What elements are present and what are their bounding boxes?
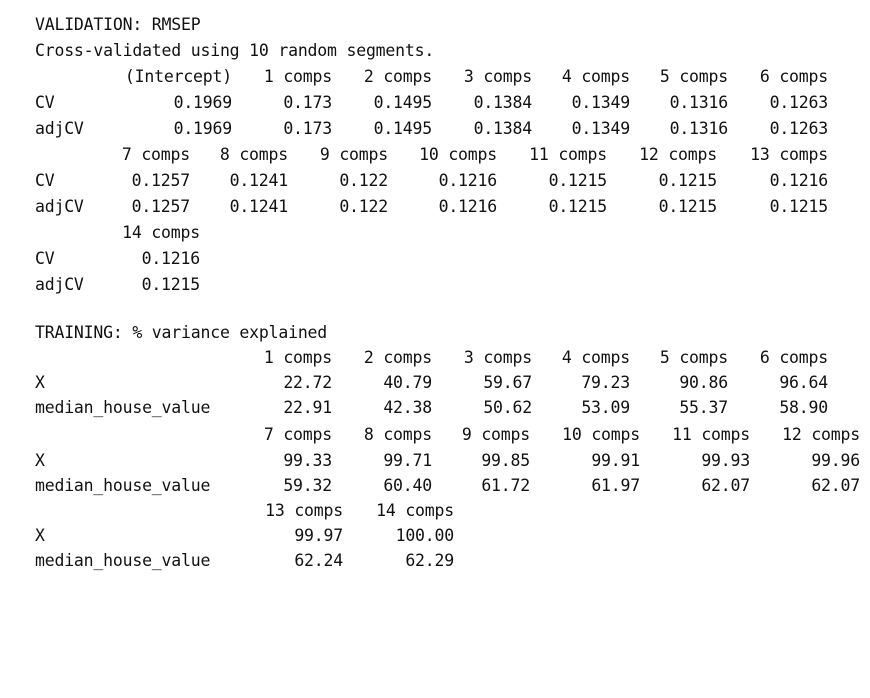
column-header: 14 comps	[376, 501, 454, 520]
cell-value: 90.86	[679, 373, 728, 392]
table-row	[0, 523, 454, 548]
cell-value: 22.91	[283, 398, 332, 417]
validation-header	[0, 12, 201, 37]
cell-value: 0.1349	[571, 93, 630, 112]
validation-subtitle: Cross-validated using 10 random segments.	[35, 41, 435, 60]
cell-value: 0.1216	[438, 197, 497, 216]
column-header: 13 comps	[750, 145, 828, 164]
column-header: 4 comps	[561, 348, 630, 367]
training-block-header	[0, 498, 454, 523]
cell-value: 100.00	[395, 526, 454, 545]
column-header: 1 comps	[263, 67, 332, 86]
column-header: 13 comps	[265, 501, 343, 520]
column-header: 11 comps	[672, 425, 750, 444]
table-row	[0, 473, 860, 498]
column-header: 8 comps	[363, 425, 432, 444]
cell-value: 0.1241	[229, 197, 288, 216]
cell-value: 0.1316	[669, 93, 728, 112]
cell-value: 99.91	[591, 451, 640, 470]
cell-value: 96.64	[779, 373, 828, 392]
cell-value: 0.1263	[769, 119, 828, 138]
column-header: 2 comps	[363, 67, 432, 86]
cell-value: 0.1495	[373, 93, 432, 112]
table-row	[0, 370, 828, 395]
cell-value: 0.1316	[669, 119, 728, 138]
cell-value: 40.79	[383, 373, 432, 392]
cell-value: 0.1216	[141, 249, 200, 268]
cell-value: 0.1257	[131, 171, 190, 190]
cell-value: 79.23	[581, 373, 630, 392]
column-header: 10 comps	[562, 425, 640, 444]
column-header: 2 comps	[363, 348, 432, 367]
row-label: X	[35, 451, 45, 470]
cell-value: 61.97	[591, 476, 640, 495]
row-label: CV	[35, 249, 55, 268]
row-label: adjCV	[35, 275, 84, 294]
cell-value: 0.1969	[173, 119, 232, 138]
column-header: 3 comps	[463, 67, 532, 86]
row-label: median_house_value	[35, 476, 211, 495]
column-header: 7 comps	[121, 145, 190, 164]
cell-value: 0.1215	[548, 171, 607, 190]
table-row	[0, 246, 200, 271]
cell-value: 99.93	[701, 451, 750, 470]
column-header: 5 comps	[659, 67, 728, 86]
column-header: 6 comps	[759, 67, 828, 86]
training-block-header	[0, 422, 860, 447]
row-label: X	[35, 526, 45, 545]
cell-value: 99.97	[294, 526, 343, 545]
cell-value: 62.24	[294, 551, 343, 570]
cell-value: 0.1384	[473, 93, 532, 112]
cell-value: 0.1495	[373, 119, 432, 138]
cell-value: 59.32	[283, 476, 332, 495]
cell-value: 0.173	[283, 119, 332, 138]
validation-block-header	[0, 142, 828, 167]
cell-value: 0.1215	[769, 197, 828, 216]
cell-value: 50.62	[483, 398, 532, 417]
column-header: 10 comps	[419, 145, 497, 164]
cell-value: 0.122	[339, 197, 388, 216]
column-header: 8 comps	[219, 145, 288, 164]
cell-value: 0.1241	[229, 171, 288, 190]
table-row	[0, 194, 828, 219]
cell-value: 0.1215	[548, 197, 607, 216]
validation-title: VALIDATION: RMSEP	[35, 15, 201, 34]
column-header: 5 comps	[659, 348, 728, 367]
training-block-header	[0, 345, 828, 370]
table-row	[0, 116, 828, 141]
cell-value: 0.1257	[131, 197, 190, 216]
cell-value: 61.72	[481, 476, 530, 495]
cell-value: 99.85	[481, 451, 530, 470]
cell-value: 53.09	[581, 398, 630, 417]
cell-value: 22.72	[283, 373, 332, 392]
cell-value: 0.122	[339, 171, 388, 190]
table-row	[0, 548, 454, 573]
cell-value: 0.1215	[141, 275, 200, 294]
cell-value: 62.07	[701, 476, 750, 495]
table-row	[0, 395, 828, 420]
cell-value: 0.1349	[571, 119, 630, 138]
cell-value: 0.1263	[769, 93, 828, 112]
table-row	[0, 90, 828, 115]
column-header: 3 comps	[463, 348, 532, 367]
training-header	[0, 320, 328, 345]
column-header: (Intercept)	[124, 67, 232, 86]
row-label: X	[35, 373, 45, 392]
column-header: 12 comps	[782, 425, 860, 444]
table-row	[0, 448, 860, 473]
validation-block-header	[0, 64, 828, 89]
row-label: median_house_value	[35, 551, 211, 570]
cell-value: 99.33	[283, 451, 332, 470]
cell-value: 0.1215	[658, 171, 717, 190]
column-header: 4 comps	[561, 67, 630, 86]
cell-value: 62.29	[405, 551, 454, 570]
row-label: CV	[35, 171, 55, 190]
cell-value: 0.173	[283, 93, 332, 112]
cell-value: 58.90	[779, 398, 828, 417]
cell-value: 42.38	[383, 398, 432, 417]
row-label: adjCV	[35, 197, 84, 216]
row-label: CV	[35, 93, 55, 112]
column-header: 9 comps	[319, 145, 388, 164]
cell-value: 99.71	[383, 451, 432, 470]
table-row	[0, 168, 828, 193]
column-header: 12 comps	[639, 145, 717, 164]
validation-subheader	[0, 38, 435, 63]
cell-value: 0.1216	[769, 171, 828, 190]
cell-value: 99.96	[811, 451, 860, 470]
column-header: 9 comps	[461, 425, 530, 444]
cell-value: 59.67	[483, 373, 532, 392]
cell-value: 0.1216	[438, 171, 497, 190]
row-label: adjCV	[35, 119, 84, 138]
column-header: 7 comps	[263, 425, 332, 444]
cell-value: 60.40	[383, 476, 432, 495]
validation-block-header	[0, 220, 200, 245]
cell-value: 0.1215	[658, 197, 717, 216]
table-row	[0, 272, 200, 297]
column-header: 6 comps	[759, 348, 828, 367]
column-header: 1 comps	[263, 348, 332, 367]
column-header: 14 comps	[122, 223, 200, 242]
cell-value: 0.1969	[173, 93, 232, 112]
row-label: median_house_value	[35, 398, 211, 417]
cell-value: 0.1384	[473, 119, 532, 138]
cell-value: 62.07	[811, 476, 860, 495]
training-title: TRAINING: % variance explained	[35, 323, 328, 342]
column-header: 11 comps	[529, 145, 607, 164]
cell-value: 55.37	[679, 398, 728, 417]
